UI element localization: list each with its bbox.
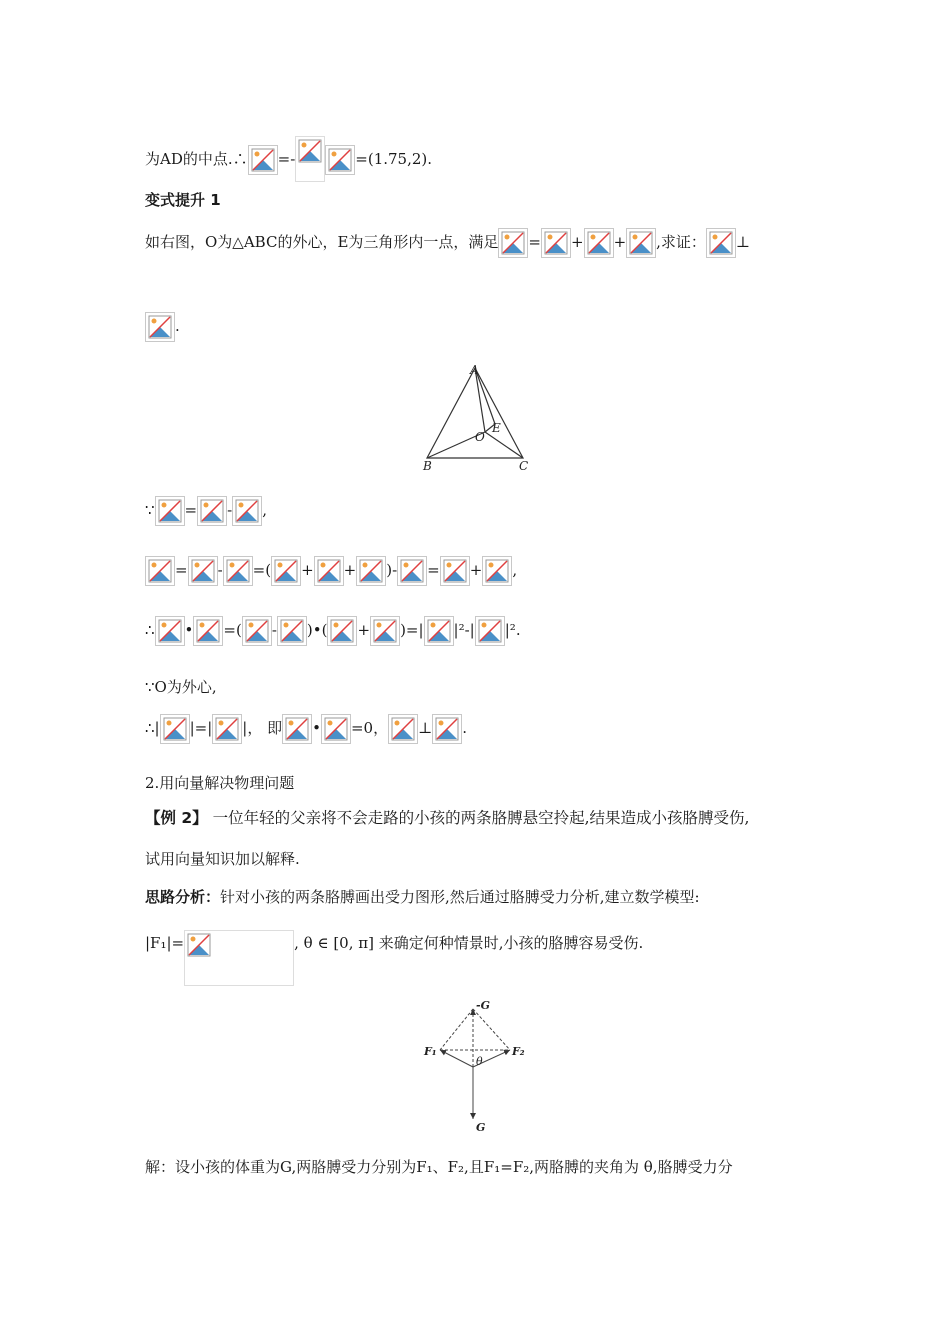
because-line: ∵ = - , [145,496,267,526]
image-placeholder-icon [184,930,294,986]
image-placeholder-icon [440,556,470,586]
image-placeholder-icon [314,556,344,586]
example-line-1: 【例 2】 一位年轻的父亲将不会走路的小孩的两条胳膊悬空拎起,结果造成小孩胳膊受伤, [145,809,750,827]
image-placeholder-icon [242,616,272,646]
image-placeholder-icon [197,496,227,526]
image-placeholder-icon [295,136,325,182]
image-placeholder-icon [145,312,175,342]
solution-text: 解：设小孩的体重为G,两胳膊受力分别为F₁、F₂,且F₁=F₂,两胳膊的夹角为 θ,胳膊受力分 [145,1158,733,1176]
image-placeholder-icon [482,556,512,586]
theta-label: θ [476,1055,483,1068]
image-placeholder-icon [188,556,218,586]
image-placeholder-icon [193,616,223,646]
image-placeholder-icon [370,616,400,646]
neg-G-label: -G [476,999,490,1012]
image-placeholder-icon [541,228,571,258]
image-placeholder-icon [321,714,351,744]
image-placeholder-icon [424,616,454,646]
image-placeholder-icon [432,714,462,744]
F2-label: F₂ [512,1045,525,1058]
image-placeholder-icon [475,616,505,646]
image-placeholder-icon [160,714,190,744]
image-placeholder-icon [397,556,427,586]
vertex-B-label: B [423,459,432,473]
image-placeholder-icon [626,228,656,258]
image-placeholder-icon [248,145,278,175]
image-placeholder-icon [277,616,307,646]
image-placeholder-icon [584,228,614,258]
image-placeholder-icon [388,714,418,744]
image-placeholder-icon [212,714,242,744]
G-label: G [476,1121,486,1134]
vertex-A-label: A [470,363,479,377]
image-placeholder-icon [223,556,253,586]
problem-statement: 如右图，O为△ABC的外心，E为三角形内一点，满足 = + + ,求证： ⊥ [145,228,750,258]
image-placeholder-icon [271,556,301,586]
image-placeholder-icon [145,556,175,586]
image-placeholder-icon [356,556,386,586]
problem-continuation: . [145,312,180,342]
formula-line: |F₁|= , θ ∈ [0, π] 来确定何种情景时,小孩的胳膊容易受伤. [145,930,643,986]
image-placeholder-icon [155,496,185,526]
image-placeholder-icon [706,228,736,258]
therefore-line: ∴| |=| |， 即 • =0， ⊥ . [145,714,467,744]
step-line-2: = - =( + + )- = + , [145,556,517,586]
analysis-line: 思路分析：针对小孩的两条胳膊画出受力图形,然后通过胳膊受力分析,建立数学模型: [145,888,700,906]
point-O-label: O [475,430,485,444]
image-placeholder-icon [325,145,355,175]
image-placeholder-icon [327,616,357,646]
solution-line-1: 为AD的中点.∴ =- =(1.75,2). [145,136,432,182]
step-line-3: ∴ • =( - )•( + )=| |²-| |². [145,616,521,646]
image-placeholder-icon [498,228,528,258]
variant-heading: 变式提升 1 [145,191,221,209]
image-placeholder-icon [155,616,185,646]
example-line-2: 试用向量知识加以解释. [145,850,300,868]
force-diagram [420,995,530,1135]
image-placeholder-icon [282,714,312,744]
F1-label: F₁ [424,1045,437,1058]
section-title: 2.用向量解决物理问题 [145,774,295,792]
point-E-label: E [492,421,501,435]
triangle-figure [415,360,545,475]
vertex-C-label: C [519,459,529,473]
image-placeholder-icon [232,496,262,526]
because-circumcenter: ∵O为外心, [145,678,217,696]
